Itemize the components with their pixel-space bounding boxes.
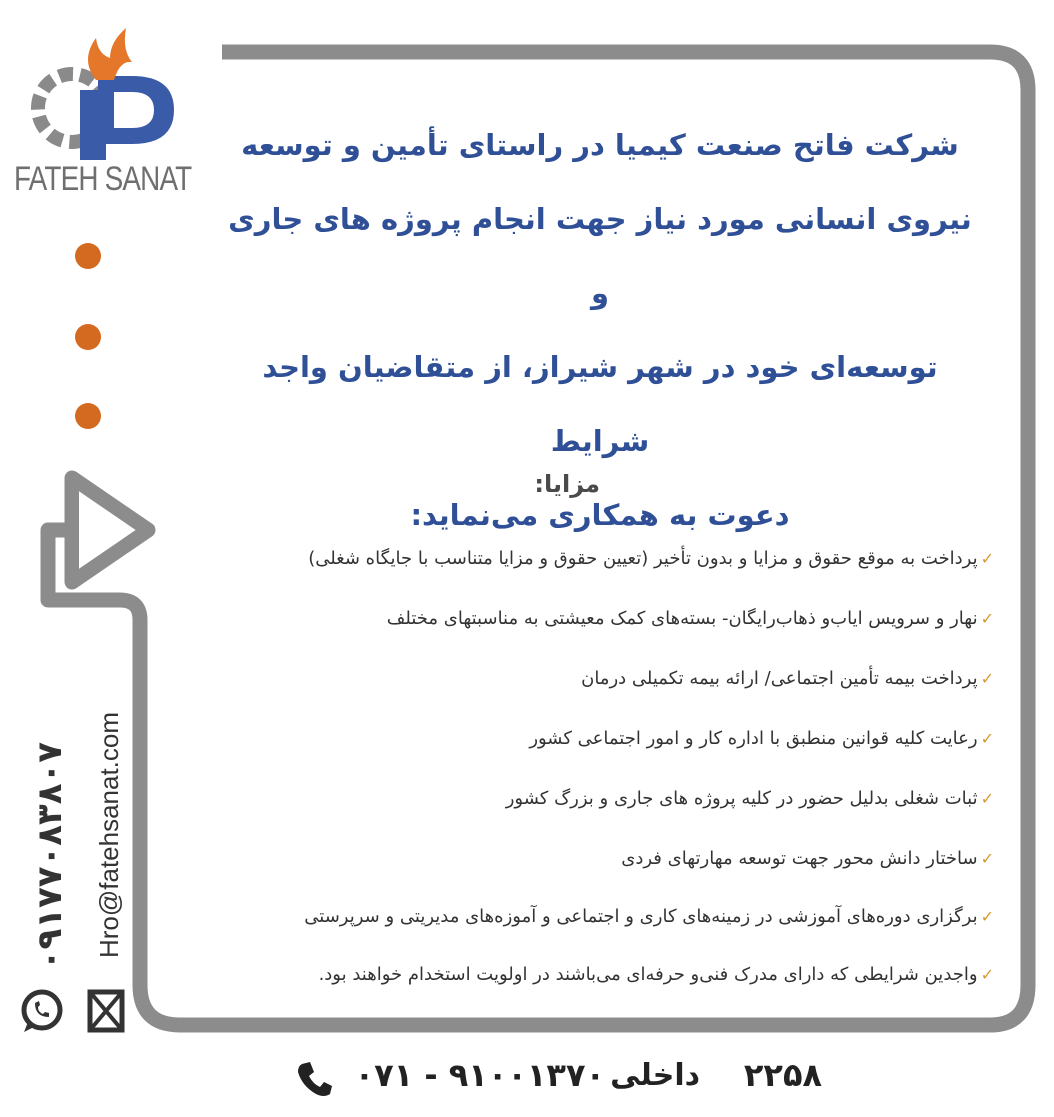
benefit-text: ثبات شغلی بدلیل حضور در کلیه پروژه های جاری و بزرگ کشور — [505, 788, 978, 809]
headline — [220, 108, 980, 552]
footer-contact — [280, 1050, 840, 1106]
headline-line: توسعه‌ای خود در شهر شیراز، از متقاضیان واجد شرایط — [262, 350, 938, 458]
logo-text: FATEH SANAT — [14, 160, 192, 198]
headline-line: نیروی انسانی مورد نیاز جهت انجام پروژه های جاری و — [228, 202, 972, 310]
fateh-sanat-logo — [14, 20, 204, 198]
benefit-item — [529, 728, 994, 749]
mobile-number[interactable]: ۰۹۱۷۷۰۸۳۸۰۷ — [30, 742, 70, 971]
benefit-item — [621, 848, 994, 869]
benefit-item — [387, 608, 994, 629]
headline-line: شرکت فاتح صنعت کیمیا در راستای تأمین و توسعه — [241, 128, 959, 162]
check-icon: ✓ — [980, 849, 994, 868]
check-icon: ✓ — [980, 965, 994, 984]
decorative-dot — [75, 243, 101, 269]
benefit-item — [506, 788, 994, 809]
benefit-text: نهار و سرویس ایاب‌و ذهاب‌رایگان- بسته‌های کمک معیشتی به مناسبتهای مختلف — [386, 608, 978, 629]
benefit-item — [304, 906, 994, 927]
landline-number[interactable]: ۰۷۱ - ۹۱۰۰۱۳۷۰ — [354, 1056, 605, 1094]
check-icon: ✓ — [980, 729, 994, 748]
check-icon: ✓ — [980, 549, 994, 568]
phone-icon — [294, 1058, 334, 1098]
benefits-title: مزایا: — [534, 470, 600, 498]
benefit-text: واجدین شرایطی که دارای مدرک فنی‌و حرفه‌ای می‌باشند در اولویت استخدام خواهند بود. — [318, 964, 978, 985]
benefit-text: پرداخت به موقع حقوق و مزایا و بدون تأخیر (تعیین حقوق و مزایا متناسب با جایگاه شغلی) — [308, 548, 978, 569]
check-icon: ✓ — [980, 789, 994, 808]
benefit-text: پرداخت بیمه تأمین اجتماعی/ ارائه بیمه تکمیلی درمان — [581, 668, 978, 689]
benefit-item — [319, 964, 994, 985]
benefit-text: برگزاری دوره‌های آموزشی در زمینه‌های کاری و اجتماعی و آموزه‌های مدیریتی و سرپرستی — [304, 906, 978, 927]
benefit-text: رعایت کلیه قوانین منطبق با اداره کار و امور اجتماعی کشور — [529, 728, 978, 749]
contact-icons — [18, 986, 128, 1040]
benefit-item — [581, 668, 994, 689]
extension-label: داخلی — [610, 1058, 700, 1093]
check-icon: ✓ — [980, 669, 994, 688]
extension-number: ۲۲۵۸ — [743, 1056, 822, 1094]
benefit-text: ساختار دانش محور جهت توسعه مهارتهای فردی — [621, 848, 978, 869]
check-icon: ✓ — [980, 609, 994, 628]
decorative-dot — [75, 403, 101, 429]
benefit-item — [308, 548, 994, 569]
whatsapp-icon[interactable] — [24, 992, 60, 1032]
decorative-dot — [75, 324, 101, 350]
logo-emblem-icon — [14, 20, 204, 160]
email-address[interactable]: Hro@fatehsanat.com — [94, 711, 124, 959]
headline-line: دعوت به همکاری می‌نماید: — [410, 498, 790, 532]
check-icon: ✓ — [980, 907, 994, 926]
email-icon[interactable] — [90, 992, 122, 1030]
